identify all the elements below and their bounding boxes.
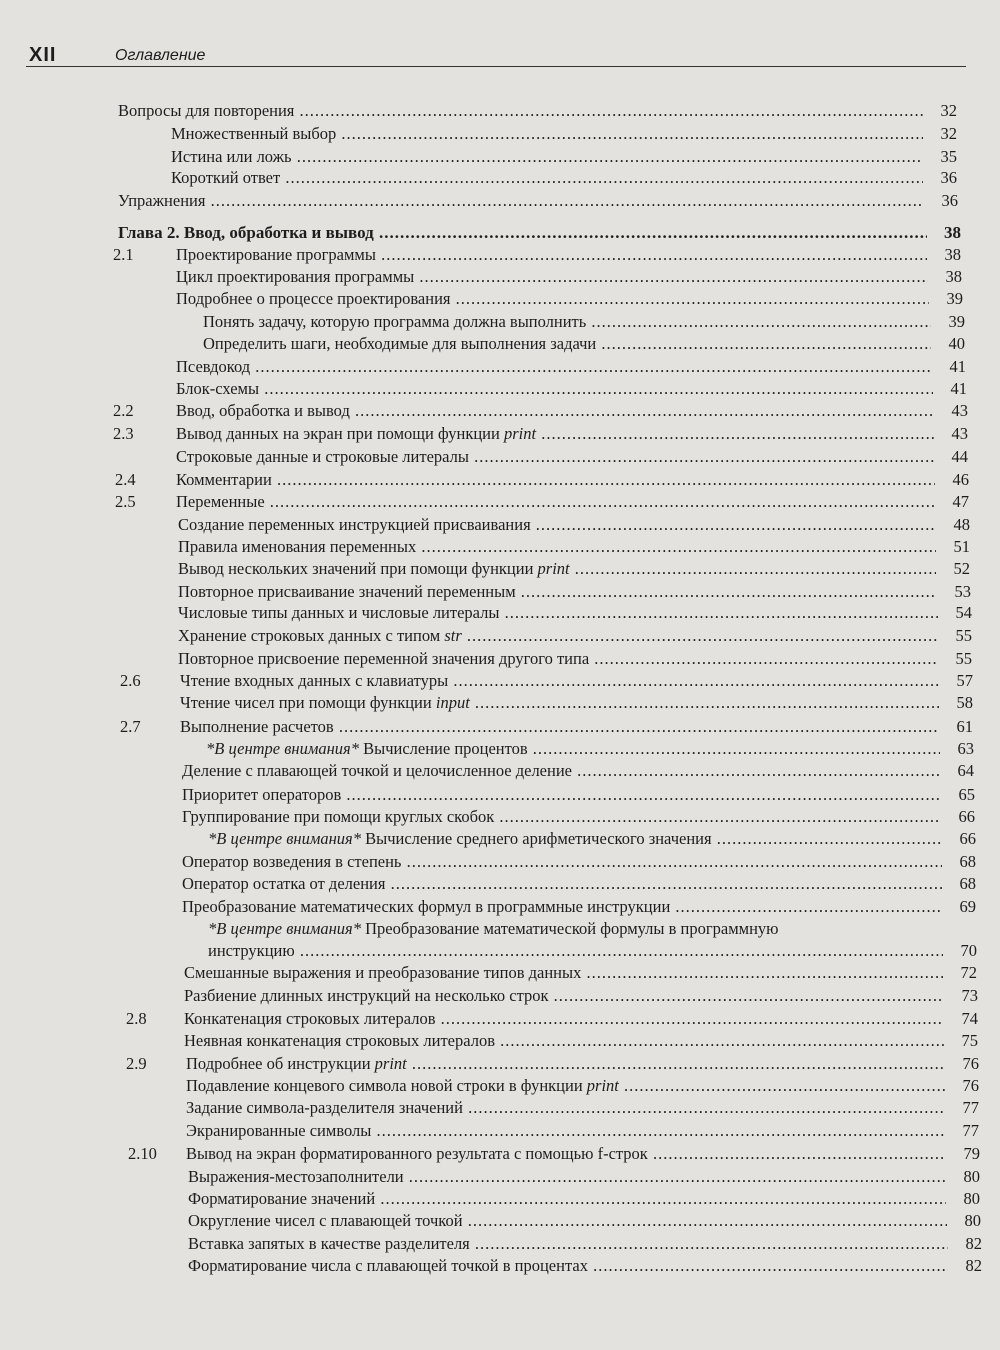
toc-entry [0,738,1000,760]
page-ref: 68 [959,852,976,871]
entry-title: Вставка запятых в качестве разделителя ..... [188,1233,948,1255]
page-ref: 51 [953,537,970,556]
page-ref: 65 [958,785,975,804]
entry-title: Вывод на экран форматированного результата с помощью f-строк ..... [186,1143,946,1165]
entry-title: Конкатенация строковых литералов ..... [184,1008,944,1030]
page-number: XII [29,44,57,66]
page-ref: 72 [960,963,977,982]
toc-entry [0,1143,1000,1165]
toc-entry [0,356,1000,378]
toc-entry [0,806,1000,828]
page-ref: 32 [940,124,957,143]
entry-title: Выражения-местозаполнители ..... [188,1166,946,1188]
toc-entry [0,692,1000,714]
toc-entry [0,423,1000,445]
page-ref: 82 [965,1234,982,1253]
section-number: 2.2 [113,401,134,420]
entry-title: Вывод нескольких значений при помощи функции print ..... [178,558,936,580]
page-ref: 43 [951,401,968,420]
page-ref: 76 [962,1076,979,1095]
entry-title-italic: print [537,559,570,578]
page-ref: 76 [962,1054,979,1073]
page-ref: 73 [961,986,978,1005]
toc-entry [0,244,1000,266]
entry-title: Множественный выбор ..... [171,123,923,145]
toc-entry [0,760,1000,782]
entry-title: Экранированные символы ..... [186,1120,945,1142]
page-ref: 79 [963,1144,980,1163]
section-number: 2.1 [113,245,134,264]
page-ref: 32 [940,101,957,120]
page-ref: 47 [952,492,969,511]
toc-entry [0,648,1000,670]
entry-title: Задание символа-разделителя значений ..... [186,1097,945,1119]
page-ref: 38 [944,223,961,242]
toc-entry [0,985,1000,1007]
toc-entry [0,828,1000,850]
toc-entry [0,558,1000,580]
entry-title: Создание переменных инструкцией присваивания ..... [178,514,936,536]
entry-title: Повторное присваивание значений переменным ..... [178,581,937,603]
entry-title: Глава 2. Ввод, обработка и вывод ..... [118,222,927,244]
entry-title: Вывод данных на экран при помощи функции print ..... [176,423,934,445]
section-number: 2.3 [113,424,134,443]
page-ref: 80 [963,1189,980,1208]
entry-title-italic: input [435,693,470,712]
entry-title: *В центре внимания* Преобразование математической формулы в программную [208,919,779,938]
page-ref: 80 [964,1211,981,1230]
section-number: 2.10 [128,1144,157,1163]
entry-title-italic: print [374,1054,407,1073]
entry-title: Смешанные выражения и преобразование типов данных ..... [184,962,943,984]
toc-entry [0,288,1000,310]
toc-entry [0,333,1000,355]
section-number: 2.5 [115,492,136,511]
toc-entry [0,1075,1000,1097]
entry-title-italic: *В центре внимания* [208,919,361,938]
page-ref: 52 [953,559,970,578]
section-number: 2.7 [120,717,141,736]
toc-entry [0,146,1000,168]
page-ref: 43 [951,424,968,443]
toc-entry [0,536,1000,558]
entry-title: Оператор возведения в степень ..... [182,851,942,873]
entry-title: Истина или ложь ..... [171,146,923,168]
entry-title: *В центре внимания* Вычисление среднего арифметического значения ..... [208,828,942,850]
entry-title: Неявная конкатенация строковых литералов ..... [184,1030,944,1052]
entry-title: Комментарии ..... [176,469,935,491]
entry-title: Подавление концевого символа новой строки в функции print ..... [186,1075,945,1097]
page-ref: 41 [949,357,966,376]
toc-entry [0,581,1000,603]
page-ref: 75 [961,1031,978,1050]
toc-entry [0,1008,1000,1030]
toc-entry [0,100,1000,122]
page-ref: 66 [959,829,976,848]
page-ref: 69 [959,897,976,916]
entry-title: Правила именования переменных ..... [178,536,936,558]
entry-title: Чтение чисел при помощи функции input ..... [180,692,939,714]
toc-entry [0,1053,1000,1075]
page-ref: 44 [951,447,968,466]
toc-entry [0,190,1000,212]
toc-entry [0,625,1000,647]
page-ref: 46 [952,470,969,489]
toc-entry [0,1210,1000,1232]
entry-title: Преобразование математических формул в программные инструкции ..... [182,896,942,918]
entry-title: Числовые типы данных и числовые литералы ..... [178,602,938,624]
page-ref: 36 [940,168,957,187]
entry-title: Хранение строковых данных с типом str ..... [178,625,938,647]
entry-title: Приоритет операторов ..... [182,784,941,806]
running-header-title: Оглавление [115,47,206,64]
toc-entry [0,1188,1000,1210]
toc-entry [0,1120,1000,1142]
entry-title: Короткий ответ ..... [171,167,923,189]
entry-title: Форматирование числа с плавающей точкой в процентах ..... [188,1255,948,1277]
section-number: 2.9 [126,1054,147,1073]
page-ref: 74 [961,1009,978,1028]
entry-title-italic: *В центре внимания* [206,739,359,758]
toc-entry [0,167,1000,189]
page-ref: 77 [962,1121,979,1140]
toc-entry [0,378,1000,400]
entry-title: Подробнее об инструкции print ..... [186,1053,945,1075]
toc-entry [0,400,1000,422]
page-ref: 53 [954,582,971,601]
entry-title-italic: print [586,1076,619,1095]
page-ref: 66 [958,807,975,826]
entry-title: Деление с плавающей точкой и целочисленное деление ..... [182,760,940,782]
entry-title: Группирование при помощи круглых скобок ..... [182,806,941,828]
entry-title: *В центре внимания* Вычисление процентов ..... [206,738,940,760]
entry-title: Цикл проектирования программы ..... [176,266,928,288]
entry-title: Оператор остатка от деления ..... [182,873,942,895]
page-ref: 38 [945,267,962,286]
page-ref: 39 [946,289,963,308]
page-ref: 36 [941,191,958,210]
toc-entry [0,222,1000,244]
toc-entry [0,1030,1000,1052]
entry-title: Псевдокод ..... [176,356,932,378]
page-ref: 41 [950,379,967,398]
entry-title: Выполнение расчетов ..... [180,716,939,738]
toc-entry [0,918,1000,940]
page-ref: 48 [953,515,970,534]
toc-entry [0,670,1000,692]
page-ref: 61 [956,717,973,736]
toc-entry [0,896,1000,918]
toc-entry [0,784,1000,806]
toc-entry [0,716,1000,738]
page-ref: 80 [963,1167,980,1186]
toc-entry [0,851,1000,873]
toc-entry [0,940,1000,962]
section-number: 2.4 [115,470,136,489]
page-ref: 35 [940,147,957,166]
page-ref: 64 [957,761,974,780]
page-ref: 58 [956,693,973,712]
entry-title: Вопросы для повторения ..... [118,100,923,122]
page-ref: 77 [962,1098,979,1117]
entry-title: Блок-схемы ..... [176,378,933,400]
toc-entry [0,1166,1000,1188]
entry-title: Проектирование программы ..... [176,244,927,266]
header-rule [26,66,966,67]
toc-entry [0,602,1000,624]
page-ref: 57 [956,671,973,690]
page-ref: 70 [960,941,977,960]
entry-title: Понять задачу, которую программа должна выполнить ..... [203,311,931,333]
toc-entry [0,469,1000,491]
toc-entry [0,446,1000,468]
entry-title: Ввод, обработка и вывод ..... [176,400,934,422]
entry-title: Чтение входных данных с клавиатуры ..... [180,670,939,692]
toc-entry [0,1097,1000,1119]
page-ref: 68 [959,874,976,893]
page-ref: 55 [955,626,972,645]
page-ref: 40 [948,334,965,353]
entry-title: Форматирование значений ..... [188,1188,946,1210]
page-ref: 54 [955,603,972,622]
entry-title: Повторное присвоение переменной значения другого типа ..... [178,648,938,670]
entry-title: инструкцию ..... [208,940,943,962]
page-ref: 63 [957,739,974,758]
section-number: 2.6 [120,671,141,690]
page-ref: 55 [955,649,972,668]
toc-entry [0,266,1000,288]
entry-title: Строковые данные и строковые литералы ..... [176,446,934,468]
entry-title: Переменные ..... [176,491,935,513]
entry-title-italic: str [444,626,462,645]
entry-title-italic: print [503,424,537,443]
toc-entry [0,1255,1000,1277]
toc-entry [0,873,1000,895]
toc-entry [0,123,1000,145]
entry-title: Разбиение длинных инструкций на несколько строк ..... [184,985,944,1007]
page-ref: 82 [965,1256,982,1275]
entry-title: Подробнее о процессе проектирования ..... [176,288,929,310]
entry-title: Определить шаги, необходимые для выполнения задачи ..... [203,333,931,355]
page-ref: 38 [944,245,961,264]
entry-title: Округление чисел с плавающей точкой ..... [188,1210,947,1232]
toc-entry [0,491,1000,513]
entry-title: Упражнения ..... [118,190,924,212]
section-number: 2.8 [126,1009,147,1028]
toc-entry [0,311,1000,333]
toc-entry [0,962,1000,984]
page-ref: 39 [948,312,965,331]
toc-entry [0,514,1000,536]
toc-entry [0,1233,1000,1255]
entry-title-italic: *В центре внимания* [208,829,361,848]
